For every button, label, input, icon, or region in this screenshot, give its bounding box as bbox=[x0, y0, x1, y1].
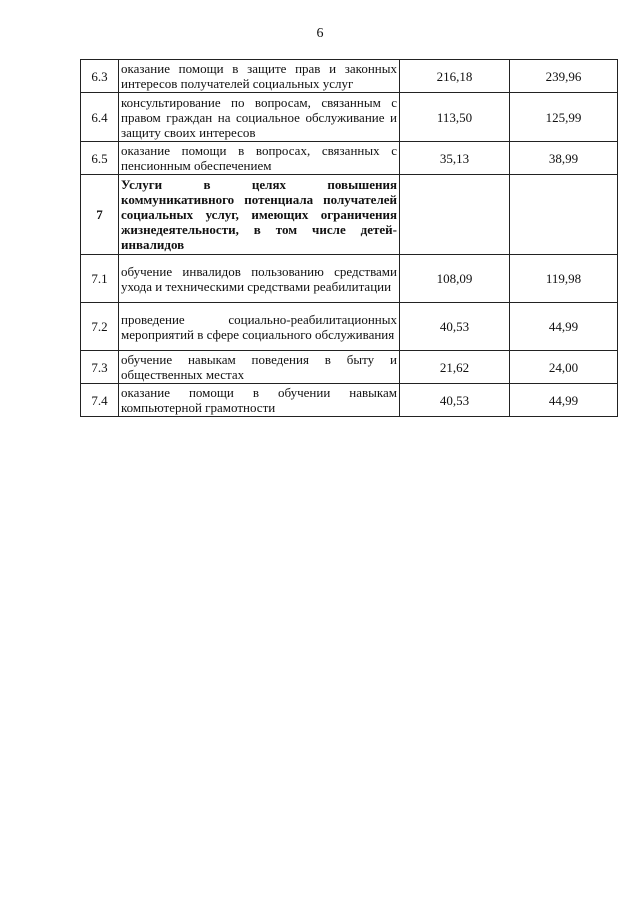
service-description: оказание помощи в защите прав и законных интересов получателей социальных услуг bbox=[119, 60, 400, 93]
table-row bbox=[81, 142, 618, 175]
section-number: 7 bbox=[81, 175, 119, 255]
row-number: 6.4 bbox=[81, 93, 119, 142]
tariff-value-2 bbox=[510, 175, 618, 255]
page-number: 6 bbox=[316, 26, 324, 41]
tariff-value-2: 38,99 bbox=[510, 142, 618, 175]
row-number: 6.5 bbox=[81, 142, 119, 175]
services-tariff-table bbox=[80, 59, 618, 417]
section-header-row bbox=[81, 175, 618, 255]
row-number: 7.1 bbox=[81, 255, 119, 303]
row-number: 7.2 bbox=[81, 303, 119, 351]
tariff-value-1: 21,62 bbox=[400, 351, 510, 384]
tariff-value-1: 108,09 bbox=[400, 255, 510, 303]
service-description: проведение социально-реабилитационных мероприятий в сфере социального обслуживания bbox=[119, 303, 400, 351]
tariff-value-1: 35,13 bbox=[400, 142, 510, 175]
row-number: 7.3 bbox=[81, 351, 119, 384]
table-row bbox=[81, 303, 618, 351]
table-row bbox=[81, 93, 618, 142]
tariff-value-2: 125,99 bbox=[510, 93, 618, 142]
row-number: 6.3 bbox=[81, 60, 119, 93]
service-description: консультирование по вопросам, связанным с правом граждан на социальное обслуживание и защиту своих интересов bbox=[119, 93, 400, 142]
table-row bbox=[81, 255, 618, 303]
tariff-value-1: 40,53 bbox=[400, 303, 510, 351]
section-title: Услуги в целях повышения коммуникативного потенциала получателей социальных услуг, имеющих ограничения жизнедеятельности, в том числе детей-инвалидов bbox=[119, 175, 400, 255]
tariff-value-1: 40,53 bbox=[400, 384, 510, 417]
tariff-value-2: 44,99 bbox=[510, 384, 618, 417]
row-number: 7.4 bbox=[81, 384, 119, 417]
tariff-value-1 bbox=[400, 175, 510, 255]
tariff-value-2: 24,00 bbox=[510, 351, 618, 384]
service-description: оказание помощи в вопросах, связанных с пенсионным обеспечением bbox=[119, 142, 400, 175]
table-row bbox=[81, 384, 618, 417]
table-row bbox=[81, 60, 618, 93]
service-description: оказание помощи в обучении навыкам компьютерной грамотности bbox=[119, 384, 400, 417]
tariff-value-2: 44,99 bbox=[510, 303, 618, 351]
tariff-value-1: 113,50 bbox=[400, 93, 510, 142]
tariff-value-2: 239,96 bbox=[510, 60, 618, 93]
tariff-value-1: 216,18 bbox=[400, 60, 510, 93]
table-row bbox=[81, 351, 618, 384]
tariff-value-2: 119,98 bbox=[510, 255, 618, 303]
service-description: обучение навыкам поведения в быту и общественных местах bbox=[119, 351, 400, 384]
service-description: обучение инвалидов пользованию средствами ухода и техническими средствами реабилитации bbox=[119, 255, 400, 303]
